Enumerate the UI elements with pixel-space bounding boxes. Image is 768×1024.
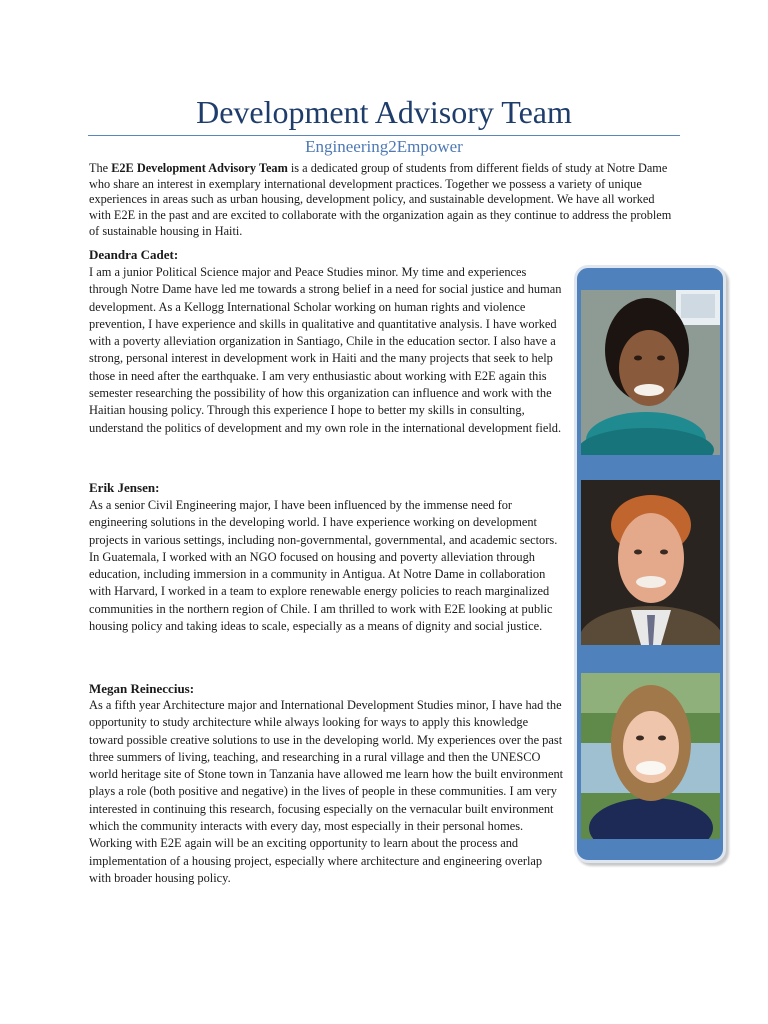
intro-bold-lead: E2E Development Advisory Team: [111, 161, 288, 175]
page-subtitle: Engineering2Empower: [305, 137, 463, 156]
member-photo-erik: [581, 480, 720, 645]
member-bio-deandra: I am a junior Political Science major and Peace Studies minor. My time and experiences through Notre Dame have led me towards a strong belief in a need for social justice and human development. As a Kellogg International Scholar working on human rights and violence prevention, I have experience and skills in qualitative and quantitative analysis. I have worked with a poverty alleviation organization in Santiago, Chile in the education sector. I also have a strong, personal interest in development work in Haiti and the many projects that seek to help those in need after the earthquake. I am very enthusiastic about working with E2E again this semester researching the possibility of how this organization can influence and work with the Haitian housing policy. Through this experience I hope to better my skills in consulting, understand the politics of development and my own role in the international development field.: [89, 265, 562, 435]
member-photo-deandra: [581, 290, 720, 455]
intro-text: is a dedicated group of students from different fields of study at Notre Dame who share an interest in exemplary international development practices. Together we possess a variety of unique experiences in areas such as urban housing, development policy, and sustainable development. We have all worked with E2E in the past and are excited to collaborate with the organization again as they continue to address the problem of sustainable housing in Haiti.: [89, 161, 672, 238]
page-title: Development Advisory Team: [196, 94, 572, 130]
intro-paragraph: [89, 161, 679, 240]
member-bio-megan: As a fifth year Architecture major and International Development Studies minor, I have had the opportunity to study architecture while always looking for ways to apply this knowledge toward possible creative solutions to use in the developing world. My experiences over the past three summers of living, teaching, and researching in a rural village and then the UNESCO world heritage site of Stone town in Tanzania have allowed me learn how the built environment plays a role (both positive and negative) in the lives of people in these communities. I am very interested in continuing this research, focusing especially on the vernacular built environment which the community interacts with every day, most especially in their personal homes. Working with E2E again will be an exciting opportunity to learn about the process and implementation of a housing project, especially where architecture and engineering overlap with broader housing policy.: [89, 698, 564, 885]
member-name-erik: Erik Jensen:: [89, 480, 160, 495]
intro-prefix: The: [89, 161, 112, 175]
member-photo-megan: [581, 673, 720, 839]
member-bio-erik: As a senior Civil Engineering major, I have been influenced by the immense need for engineering solutions in the developing world. I have experience working on development projects in various settings, including non-governmental, governmental, and academic sectors. In Guatemala, I worked with an NGO focused on housing and poverty alleviation through education, including immersion in a community in Antigua. At Notre Dame in collaboration with Harvard, I worked in a team to explore renewable energy policies to reach marginalized communities in the northern region of Chile. I am thrilled to work with E2E looking at public housing policy and taking ideas to scale, especially as a means of dignity and social justice.: [89, 498, 558, 634]
member-name-megan: Megan Reineccius:: [89, 681, 195, 696]
member-name-deandra: Deandra Cadet:: [89, 247, 179, 262]
title-divider: [88, 135, 680, 136]
